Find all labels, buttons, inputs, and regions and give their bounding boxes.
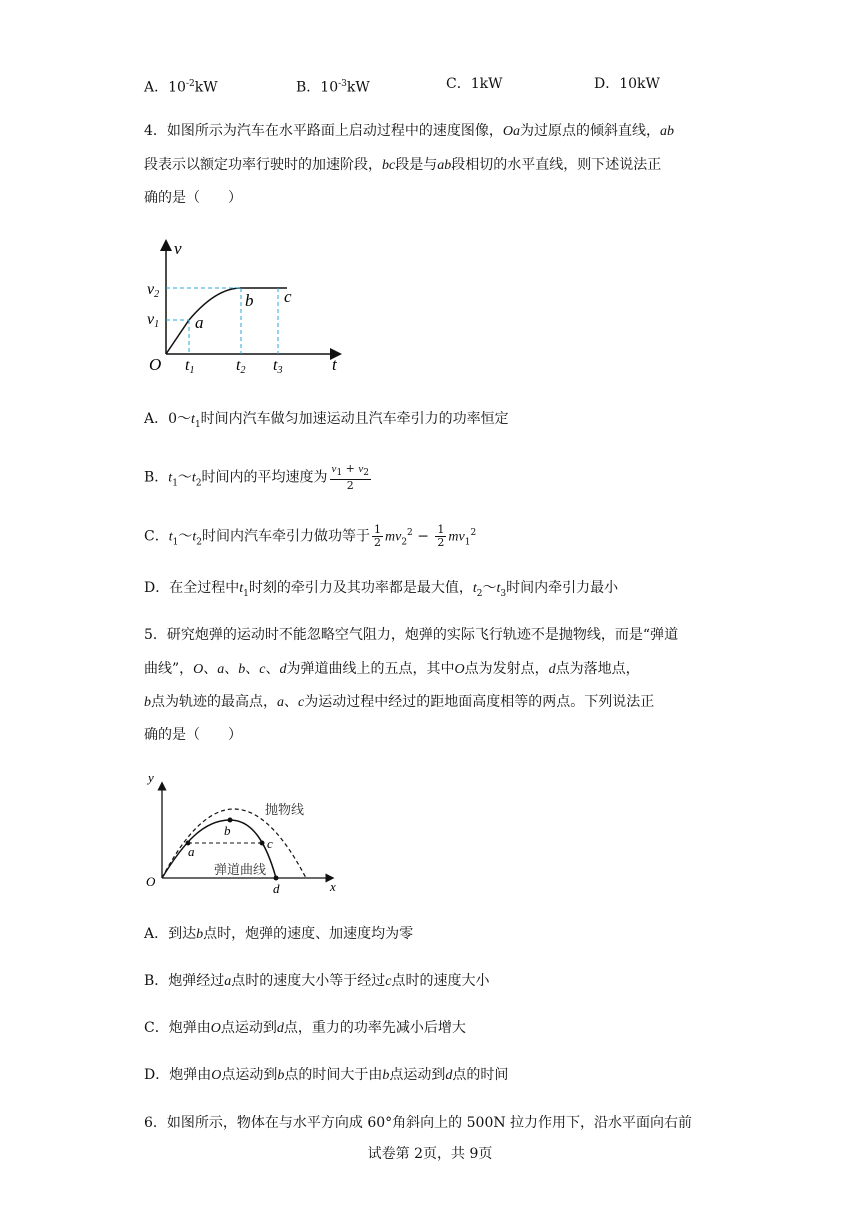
q4-origin-label: O: [149, 355, 162, 374]
q5-option-c: C．炮弹由O点运动到d点，重力的功率先减小后增大: [144, 1020, 466, 1036]
q5-parabola-label: 抛物线: [265, 802, 305, 817]
q5-trajectory-graph: [144, 770, 344, 896]
q4-velocity-curve: [166, 288, 287, 354]
q4-stem-line1: 4．如图所示为汽车在水平路面上启动过程中的速度图像，Oa为过原点的倾斜直线，ab: [144, 123, 675, 139]
q5-point-b: b: [224, 823, 231, 838]
q5-point-b-dot: [228, 818, 233, 823]
q5-stem-line1: 5．研究炮弹的运动时不能忽略空气阻力，炮弹的实际飞行轨迹不是抛物线，而是“弹道: [144, 627, 679, 643]
q4-point-b: b: [245, 291, 254, 310]
q4-stem-line3: 确的是（ ）: [144, 190, 242, 206]
q5-point-c: c: [267, 836, 273, 851]
q6-stem-line1: 6．如图所示，物体在与水平方向成 60°角斜向上的 500N 拉力作用下，沿水平面向右前: [144, 1115, 693, 1131]
q3-option-c: C．1kW: [446, 76, 503, 92]
q4-v2-label: v2: [147, 281, 160, 300]
q5-x-axis-label: x: [330, 879, 336, 894]
q5-stem-line4: 确的是（ ）: [144, 727, 242, 743]
q4-y-axis-label: v: [174, 239, 182, 258]
q5-point-d: d: [273, 881, 280, 896]
q5-point-c-dot: [260, 841, 265, 846]
q4-t1-label: t1: [185, 357, 195, 376]
q4-v1-label: v1: [147, 311, 160, 330]
q5-y-axis-label: y: [148, 770, 154, 785]
q4-t2-label: t2: [236, 357, 246, 376]
page-footer: 试卷第 2页，共 9页: [367, 1146, 493, 1162]
q4-point-c: c: [284, 287, 292, 306]
q5-point-d-dot: [274, 876, 279, 881]
q4-x-axis-label: t: [332, 355, 337, 374]
q4-option-c: C．$t_1\sim t_2$时间内汽车牵引力做功等于 $\frac{1}{2}$ $mv_2^2$ − $\frac{1}{2}$ $mv_1^2$: [144, 523, 477, 550]
q4-velocity-graph: [144, 236, 354, 376]
q5-stem-line3: b点为轨迹的最高点，a、c为运动过程中经过的距地面高度相等的两点。下列说法正: [144, 694, 655, 710]
q4-t3-label: t3: [273, 357, 283, 376]
q4-option-b: B．$t_1\sim t_2$时间内的平均速度为 $\frac{v_1 + v_2}{2}$: [144, 462, 370, 493]
q5-option-a: A．到达b点时，炮弹的速度、加速度均为零: [144, 926, 414, 942]
q4-b-fraction: $\frac{v_1 + v_2}{2}$: [331, 462, 370, 493]
q3-option-b: B．$10^{-3}kW$: [296, 79, 370, 96]
q5-point-a: a: [188, 844, 195, 859]
q5-origin-label: O: [146, 874, 156, 889]
q5-ballistic-label: 弹道曲线: [214, 862, 267, 877]
q4-option-a: A．$0\sim t_1$时间内汽车做匀加速运动且汽车牵引力的功率恒定: [144, 411, 509, 430]
q3-option-d: D．10kW: [594, 76, 660, 92]
q5-option-b: B．炮弹经过a点时的速度大小等于经过c点时的速度大小: [144, 973, 490, 989]
q4-stem-line2: 段表示以额定功率行驶时的加速阶段，bc段是与ab段相切的水平直线，则下述说法正: [144, 157, 662, 173]
q4-option-d: D．在全过程中$t_1$时刻的牵引力及其功率都是最大值，$t_2\sim t_3$时间内牵引力最小: [144, 580, 619, 599]
q5-stem-line2: 曲线”，O、a、b、c、d为弹道曲线上的五点，其中O点为发射点，d点为落地点，: [144, 661, 640, 677]
q5-option-d: D．炮弹由O点运动到b点的时间大于由b点运动到d点的时间: [144, 1067, 509, 1083]
q4-point-a: a: [195, 313, 204, 332]
q3-option-a: A．$10^{-2}kW$: [144, 79, 218, 96]
